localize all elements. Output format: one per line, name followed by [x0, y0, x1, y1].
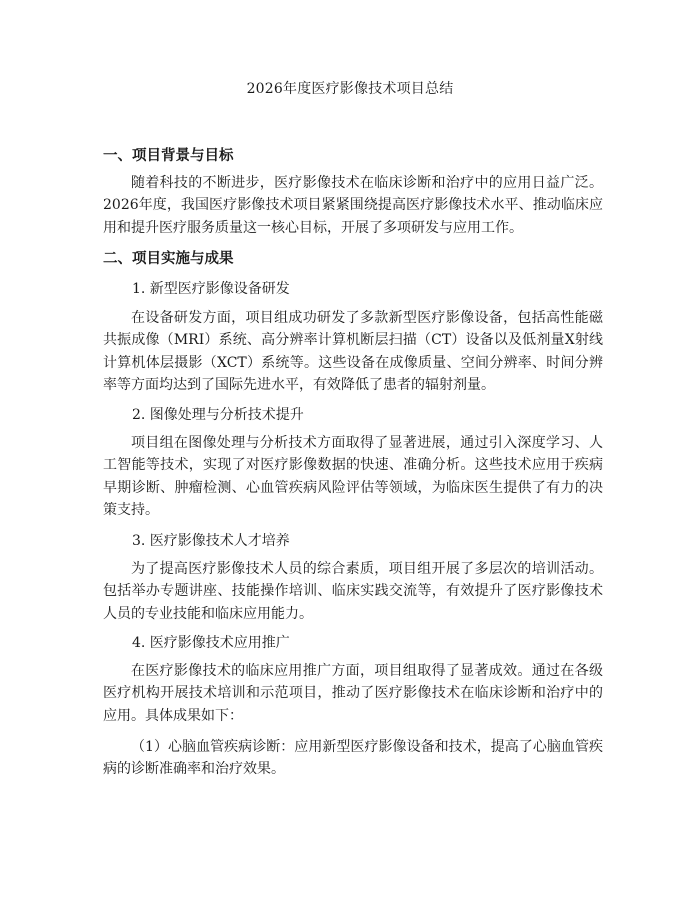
- subsection-heading-3: 3. 医疗影像技术人才培养: [132, 533, 290, 549]
- subsection-4-paragraph: 在医疗影像技术的临床应用推广方面，项目组取得了显著成效。通过在各级医疗机构开展技术培训和示范项目，推动了医疗影像技术在临床诊断和治疗中的应用。具体成果如下：: [103, 663, 603, 724]
- section-heading-implementation: 二、项目实施与成果: [103, 251, 234, 267]
- list-item-cardiovascular: （1）心脑血管疾病诊断：应用新型医疗影像设备和技术，提高了心脑血管疾病的诊断准确率和治疗效果。: [103, 739, 603, 778]
- subsection-heading-4: 4. 医疗影像技术应用推广: [132, 635, 290, 651]
- section-heading-background: 一、项目背景与目标: [103, 148, 234, 164]
- subsection-heading-1: 1. 新型医疗影像设备研发: [132, 281, 290, 297]
- subsection-heading-2: 2. 图像处理与分析技术提升: [132, 407, 304, 423]
- document-title: 2026年度医疗影像技术项目总结: [246, 81, 454, 97]
- section-background-paragraph: 随着科技的不断进步，医疗影像技术在临床诊断和治疗中的应用日益广泛。2026年度，我国医疗影像技术项目紧紧围绕提高医疗影像技术水平、推动临床应用和提升医疗服务质量这一核心目标，开展了多项研发与应用工作。: [103, 175, 603, 236]
- subsection-2-paragraph: 项目组在图像处理与分析技术方面取得了显著进展，通过引入深度学习、人工智能等技术，实现了对医疗影像数据的快速、准确分析。这些技术应用于疾病早期诊断、肿瘤检测、心血管疾病风险评估等领域，为临床医生提供了有力的决策支持。: [103, 435, 603, 518]
- subsection-1-paragraph: 在设备研发方面，项目组成功研发了多款新型医疗影像设备，包括高性能磁共振成像（MRI）系统、高分辨率计算机断层扫描（CT）设备以及低剂量X射线计算机体层摄影（XCT）系统等。这些设备在成像质量、空间分辨率、时间分辨率等方面均达到了国际先进水平，有效降低了患者的辐射剂量。: [103, 310, 603, 393]
- subsection-3-paragraph: 为了提高医疗影像技术人员的综合素质，项目组开展了多层次的培训活动。包括举办专题讲座、技能操作培训、临床实践交流等，有效提升了医疗影像技术人员的专业技能和临床应用能力。: [103, 561, 603, 622]
